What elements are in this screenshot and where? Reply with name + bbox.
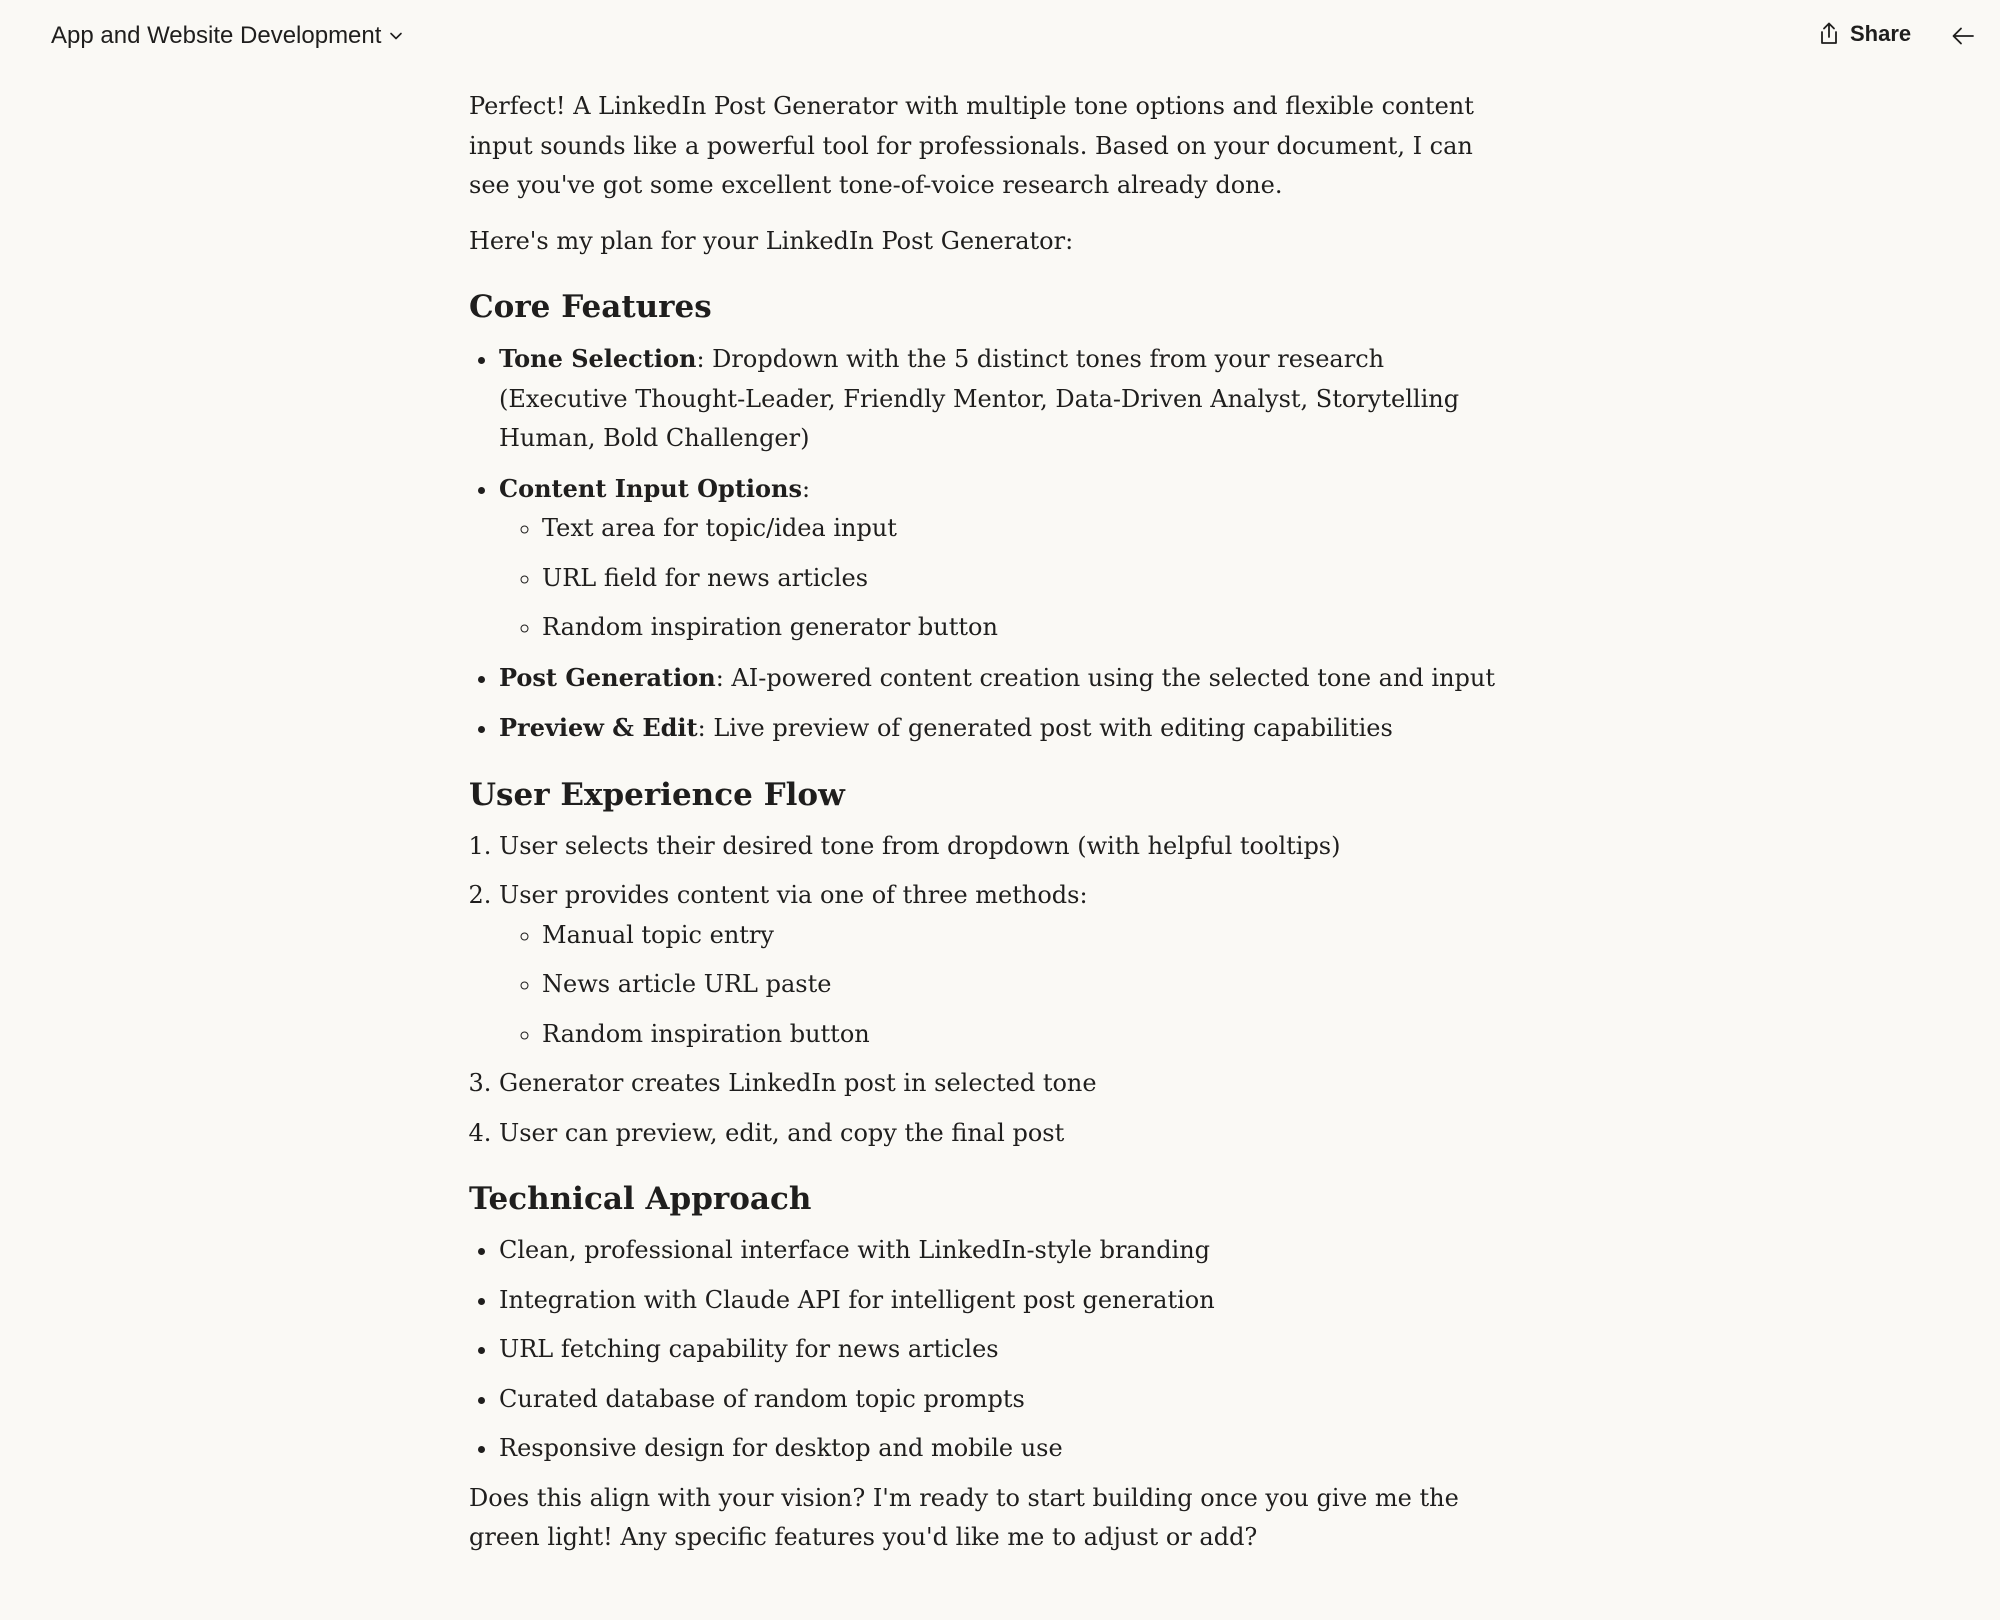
feature-label: Preview & Edit: [499, 713, 698, 742]
core-features-heading: Core Features: [469, 289, 712, 325]
core-features-list: [469, 339, 1499, 749]
feature-text: : Live preview of generated post with editing capabilities: [697, 714, 1393, 742]
intro-paragraph: Perfect! A LinkedIn Post Generator with multiple tone options and flexible content input sounds like a powerful tool for professionals. Based on your document, I can see you've got some excellent tone-of-voice research already done.: [469, 92, 1474, 199]
back-button[interactable]: [1951, 24, 1975, 53]
ux-flow-heading: User Experience Flow: [469, 776, 845, 813]
feature-text: :: [802, 474, 811, 503]
project-title: App and Website Development: [51, 22, 382, 49]
list-item: 3. Generator creates LinkedIn post in selected tone: [499, 1064, 1499, 1104]
chevron-down-icon: [389, 29, 403, 43]
list-item: ◦ Manual topic entry: [542, 916, 1499, 956]
share-icon: [1818, 22, 1840, 46]
project-title-dropdown[interactable]: [51, 22, 403, 50]
share-label: Share: [1850, 21, 1912, 46]
feature-label: Post Generation: [499, 662, 716, 692]
feature-text: : Dropdown with the 5 distinct tones from your research (Executive Thought-Leader, Friendly Mentor, Data-Driven Analyst, Storytelling Human, Bold Challenger): [499, 345, 1460, 452]
list-item: • Integration with Claude API for intelligent post generation: [499, 1281, 1499, 1321]
arrow-left-icon: [1951, 24, 1975, 48]
closing-paragraph: Does this align with your vision? I'm ready to start building once you give me the green light! Any specific features you'd like me to adjust or add?: [469, 1483, 1459, 1551]
feature-label: Content Input Options: [499, 473, 803, 503]
list-item: • URL fetching capability for news articles: [499, 1330, 1499, 1370]
plan-intro: Here's my plan for your LinkedIn Post Generator:: [469, 226, 1074, 255]
content-methods-sublist: [499, 916, 1499, 1055]
list-item: • Clean, professional interface with LinkedIn-style branding: [499, 1231, 1499, 1271]
feature-text: : AI-powered content creation using the selected tone and input: [715, 663, 1496, 692]
list-item: [499, 876, 1499, 1054]
technical-heading: Technical Approach: [469, 1181, 812, 1217]
list-item: [499, 339, 1499, 459]
list-item: ◦ News article URL paste: [542, 965, 1499, 1005]
list-item: 4. User can preview, edit, and copy the final post: [499, 1114, 1499, 1154]
list-item: [499, 469, 1499, 648]
top-bar: [0, 0, 2000, 74]
list-item: ◦ URL field for news articles: [542, 559, 1499, 599]
list-item: 1. User selects their desired tone from dropdown (with helpful tooltips): [499, 827, 1499, 867]
feature-label: Tone Selection: [499, 344, 697, 373]
content-input-sublist: [499, 509, 1499, 648]
list-item: • Curated database of random topic prompts: [499, 1380, 1499, 1420]
list-item: [499, 658, 1499, 699]
step-text: User provides content via one of three methods:: [499, 881, 1088, 909]
list-item: ◦ Random inspiration button: [542, 1015, 1499, 1055]
share-button[interactable]: [1818, 21, 1911, 47]
assistant-message: [469, 87, 1499, 1574]
technical-list: [469, 1231, 1499, 1469]
list-item: [499, 708, 1499, 749]
list-item: ◦ Random inspiration generator button: [542, 608, 1499, 648]
list-item: ◦ Text area for topic/idea input: [542, 509, 1499, 549]
list-item: • Responsive design for desktop and mobile use: [499, 1429, 1499, 1469]
ux-flow-list: [469, 827, 1499, 1154]
